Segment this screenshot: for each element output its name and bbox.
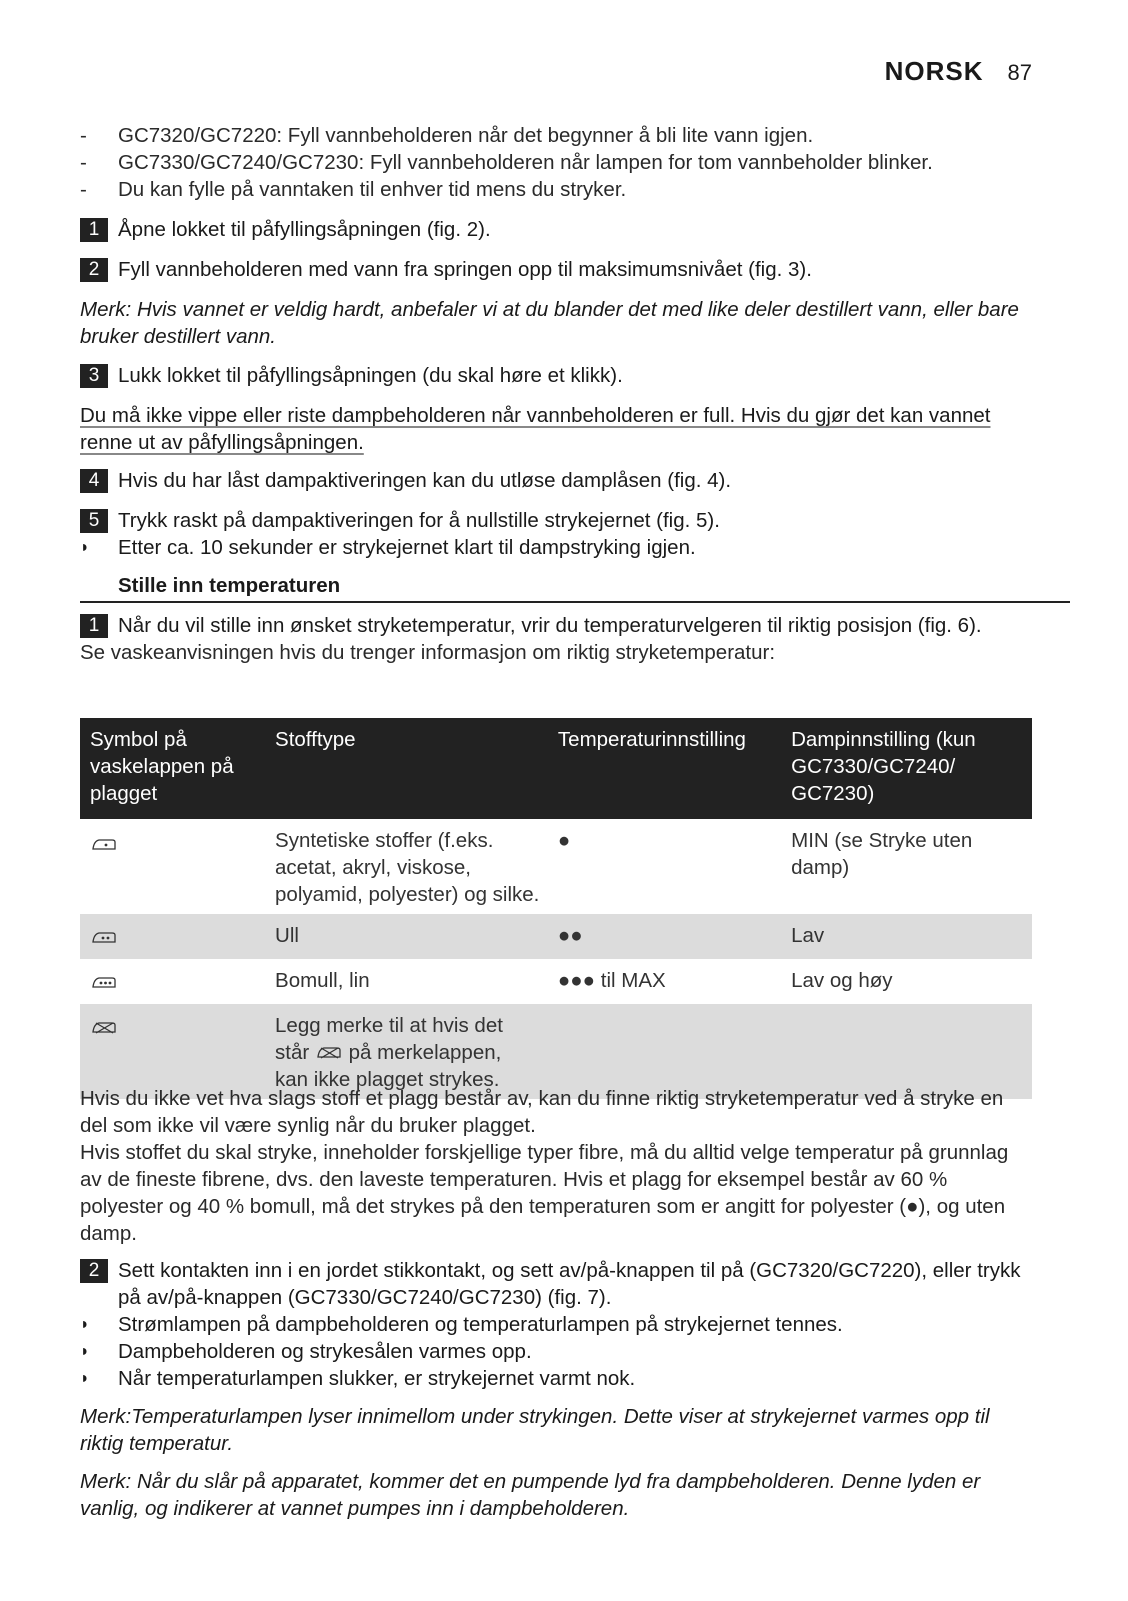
page-header [885, 56, 1032, 87]
step-number: 1 [80, 218, 108, 242]
language-label: NORSK [884, 56, 984, 86]
steam-cell: MIN (se Stryke uten damp) [791, 829, 973, 879]
paragraph-mixed-fibres: Hvis stoffet du skal stryke, inneholder forskjellige typer fibre, må du alltid velge temperatur på grunnlag av de fineste fibrene, dvs. den laveste temperaturen. Hvis et plagg for eksempel består av 60 % polyester og 40 % bomull, må det strykes på den temperaturen som er angitt for polyester (●), og uten damp. [80, 1141, 1009, 1245]
steam-cell: Lav og høy [791, 969, 893, 992]
step-number: 1 [80, 614, 108, 638]
result-item: ◗ Strømlampen på dampbeholderen og temperaturlampen på strykejernet tennes. [80, 1313, 843, 1336]
table-row [80, 914, 1032, 959]
iron-crossed-icon [90, 1020, 118, 1036]
warning-text: Du må ikke vippe eller riste dampbeholderen når vannbeholderen er full. Hvis du gjør det kan vannet renne ut av påfyllingsåpningen. [80, 404, 991, 454]
temperature-table [80, 718, 1032, 1099]
paragraph-unknown-fabric: Hvis du ikke vet hva slags stoff et plagg består av, kan du finne riktig stryketemperatur ved å stryke en del som ikke vil være synlig når du bruker plagget. [80, 1087, 1004, 1137]
step-1-open-lid: 1 Åpne lokket til påfyllingsåpningen (fig. 2). [80, 216, 1032, 243]
temp-cell: ●● [548, 914, 781, 959]
fabric-cell: Ull [265, 914, 548, 959]
step-number: 4 [80, 469, 108, 493]
step-number: 2 [80, 258, 108, 282]
iron-crossed-icon [315, 1045, 343, 1061]
fabric-cell: Syntetiske stoffer (f.eks. acetat, akryl, viskose, polyamid, polyester) og silke. [275, 829, 540, 906]
steam-cell: Lav [781, 914, 1032, 959]
temp-cell: ● [557, 829, 571, 852]
column-header: Dampinnstilling (kun GC7330/GC7240/ GC7230) [781, 718, 1032, 819]
column-header: Symbol på vaskelappen på plagget [80, 718, 265, 819]
fabric-cell: Bomull, lin [275, 969, 370, 992]
step-2-plug-in: 2 Sett kontakten inn i en jordet stikkontakt, og sett av/på-knappen til på (GC7320/GC7220), eller trykk på av/på-knappen (GC7330/GC7240/GC7230) (fig. 7). [80, 1257, 1032, 1311]
bullet-icon: ◗ [80, 1343, 90, 1360]
iron-two-dots-icon [90, 930, 118, 946]
bullet-icon: ◗ [80, 539, 90, 556]
table-row [80, 959, 1032, 1004]
bullet-icon: ◗ [80, 1316, 90, 1333]
note-hard-water: Merk: Hvis vannet er veldig hardt, anbefaler vi at du blander det med like deler destillert vann, eller bare bruker destillert vann. [80, 298, 1019, 348]
intro-list [80, 122, 1032, 203]
list-item: - GC7330/GC7240/GC7230: Fyll vannbeholderen når lampen for tom vannbeholder blinker. [80, 151, 933, 174]
step-5-group [80, 507, 1032, 561]
page-number: 87 [1007, 60, 1032, 85]
result-item: ◗ Dampbeholderen og strykesålen varmes opp. [80, 1340, 532, 1363]
list-item: - GC7320/GC7220: Fyll vannbeholderen når det begynner å bli lite vann igjen. [80, 124, 814, 147]
iron-one-dot-icon [90, 837, 118, 853]
step-number: 5 [80, 509, 108, 533]
step-4-unlock-steam: 4 Hvis du har låst dampaktiveringen kan du utløse damplåsen (fig. 4). [80, 467, 1032, 494]
result-item: ◗ Når temperaturlampen slukker, er strykejernet varmt nok. [80, 1367, 636, 1390]
step-1-set-temperature: 1 Når du vil stille inn ønsket stryketemperatur, vrir du temperaturvelgeren til riktig posisjon (fig. 6). [80, 612, 1032, 639]
column-header: Stofftype [265, 718, 548, 819]
section-title: Stille inn temperaturen [80, 572, 1070, 603]
temp-cell: ●●● til MAX [557, 969, 666, 992]
note-temperature-light: Merk:Temperaturlampen lyser innimellom under strykingen. Dette viser at strykejernet varmes opp til riktig temperatur. [80, 1405, 990, 1455]
see-label: Se vaskeanvisningen hvis du trenger informasjon om riktig stryketemperatur: [80, 641, 776, 664]
step-b1-group [80, 612, 1032, 666]
fabric-cell: Legg merke til at hvis det står på merkelappen, kan ikke plagget strykes. [265, 1004, 548, 1099]
note-pump-sound: Merk: Når du slår på apparatet, kommer det en pumpende lyd fra dampbeholderen. Denne lyden er vanlig, og indikerer at vannet pumpes inn i dampbeholderen. [80, 1470, 981, 1520]
column-header: Temperaturinnstilling [548, 718, 781, 819]
step-number: 3 [80, 364, 108, 388]
step-3-close-lid: 3 Lukk lokket til påfyllingsåpningen (du skal høre et klikk). [80, 362, 1032, 389]
table-header-row [80, 718, 1032, 819]
result-item: ◗ Etter ca. 10 sekunder er strykejernet klart til dampstryking igjen. [80, 536, 696, 559]
bullet-icon: ◗ [80, 1370, 90, 1387]
table-row [80, 819, 1032, 914]
step-5-reset-iron: 5 Trykk raskt på dampaktiveringen for å nullstille strykejernet (fig. 5). [80, 507, 1032, 534]
iron-three-dots-icon [90, 975, 118, 991]
step-b2-group [80, 1257, 1032, 1392]
step-2-fill-water: 2 Fyll vannbeholderen med vann fra springen opp til maksimumsnivået (fig. 3). [80, 256, 1032, 283]
step-number: 2 [80, 1259, 108, 1283]
list-item: - Du kan fylle på vanntaken til enhver tid mens du stryker. [80, 178, 627, 201]
